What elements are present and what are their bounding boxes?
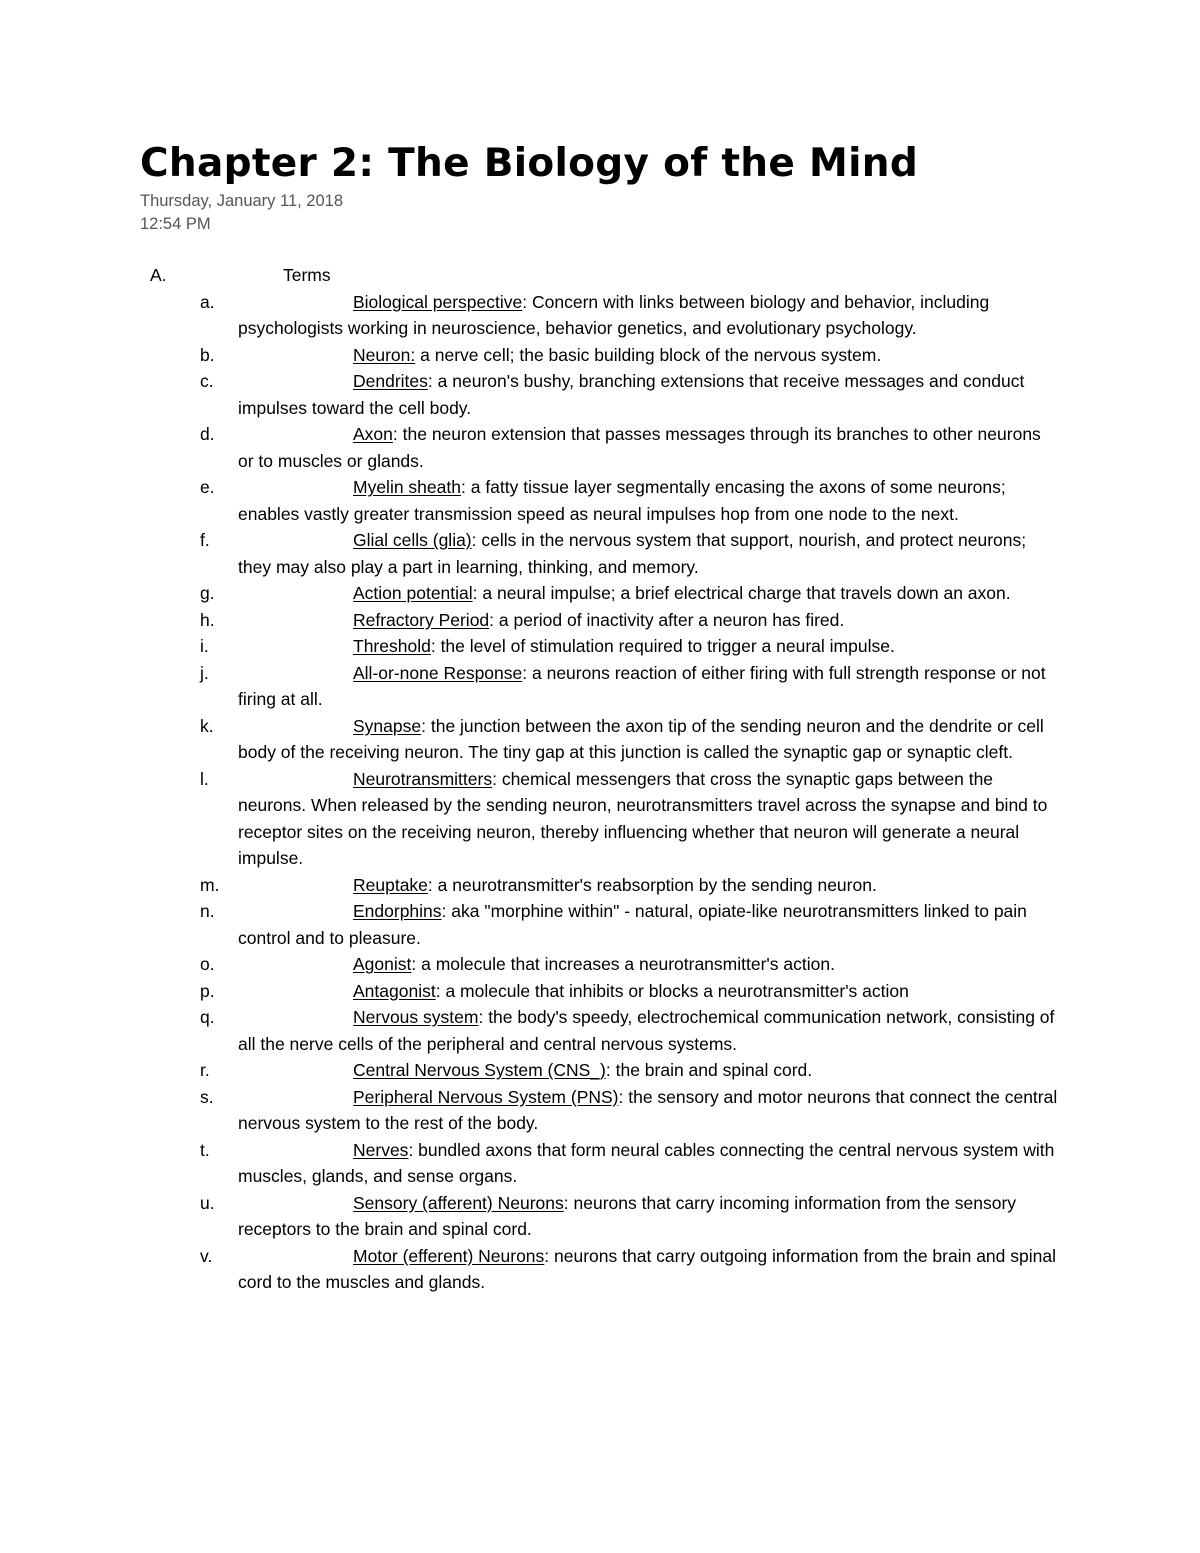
term-definition: a fatty tissue layer segmentally encasing the axons of some neurons; enables vastly greater transmission speed as neural impulses hop from one node to the next. (238, 477, 1006, 524)
list-item-letter: h. (200, 609, 215, 630)
list-item (200, 660, 1058, 713)
term-name: Nerves (353, 1139, 409, 1160)
list-item-letter: k. (200, 715, 214, 736)
list-item (200, 1190, 1058, 1243)
term-separator: : (427, 371, 438, 391)
list-item-letter: m. (200, 874, 220, 895)
term-name: Synapse (353, 715, 422, 736)
term-separator: : (544, 1245, 555, 1266)
term-definition: cells in the nervous system that support, nourish, and protect neurons; they may also play a part in learning, thinking, and memory. (238, 530, 1027, 577)
list-item (200, 1137, 1058, 1190)
list-item (200, 1243, 1058, 1296)
list-item-letter: l. (200, 768, 209, 789)
term-separator: : (522, 662, 532, 683)
page-title: Chapter 2: The Biology of the Mind (140, 141, 919, 186)
list-item-letter: g. (200, 583, 215, 603)
list-item-letter: q. (200, 1007, 215, 1027)
term-definition: a molecule that inhibits or blocks a neurotransmitter's action (445, 980, 909, 1001)
term-name: Agonist (353, 954, 412, 974)
term-separator: : (408, 1139, 419, 1160)
list-item-letter: o. (200, 954, 215, 974)
list-item-letter: u. (200, 1192, 215, 1213)
term-separator: : (392, 424, 403, 444)
term-name: Central Nervous System (CNS_) (353, 1060, 606, 1080)
list-item-letter: f. (200, 530, 210, 550)
list-item (200, 1057, 1058, 1084)
term-definition: chemical messengers that cross the synaptic gaps between the neurons. When released by the sending neuron, neurotransmitters travel across the synapse and bind to receptor sites on the receiving neuron, thereby influencing whether that neuron will generate a neural impulse. (238, 768, 1048, 868)
term-definition: a period of inactivity after a neuron has fired. (498, 609, 845, 630)
term-definition: the junction between the axon tip of the sending neuron and the dendrite or cell body of the receiving neuron. The tiny gap at this junction is called the synaptic gap or synaptic cleft. (238, 715, 1044, 762)
term-separator: : (605, 1060, 616, 1080)
term-definition: the neuron extension that passes messages through its branches to other neurons or to muscles or glands. (238, 424, 1041, 471)
note-time: 12:54 PM (140, 215, 211, 233)
term-separator: : (472, 583, 483, 603)
list-item-letter: p. (200, 980, 215, 1001)
term-definition: the brain and spinal cord. (615, 1060, 813, 1080)
list-item (200, 580, 1058, 607)
list-item-letter: t. (200, 1139, 210, 1160)
term-name: Endorphins (353, 901, 442, 921)
term-separator: : (435, 980, 446, 1001)
term-name: Neuron: (353, 344, 416, 365)
term-name: Sensory (afferent) Neurons (353, 1192, 564, 1213)
term-name: Glial cells (glia) (353, 530, 472, 550)
list-item (200, 978, 1058, 1005)
term-separator: : (471, 530, 482, 550)
term-separator: : (430, 636, 441, 656)
list-item (200, 1004, 1058, 1057)
term-name: All-or-none Response (353, 662, 523, 683)
terms-section (0, 262, 1200, 1296)
term-list (0, 289, 1200, 1296)
term-separator: : (411, 954, 422, 974)
term-separator: : (460, 477, 471, 497)
list-item (200, 607, 1058, 634)
list-item-letter: n. (200, 901, 215, 921)
term-separator: : (489, 609, 499, 630)
term-name: Axon (353, 424, 393, 444)
list-item-letter: e. (200, 477, 215, 497)
list-item (200, 368, 1058, 421)
term-name: Antagonist (353, 980, 436, 1001)
term-separator: : (563, 1192, 574, 1213)
term-definition: bundled axons that form neural cables connecting the central nervous system with muscles, glands, and sense organs. (238, 1139, 1055, 1186)
list-item-letter: r. (200, 1060, 210, 1080)
term-name: Action potential (353, 583, 473, 603)
section-label: Terms (283, 265, 331, 285)
list-item (200, 898, 1058, 951)
list-item (200, 951, 1058, 978)
term-separator: : (421, 715, 431, 736)
list-item-letter: i. (200, 636, 209, 656)
term-separator: : (522, 291, 532, 312)
term-name: Refractory Period (353, 609, 490, 630)
term-name: Neurotransmitters (353, 768, 493, 789)
term-name: Biological perspective (353, 291, 523, 312)
term-name: Peripheral Nervous System (PNS) (353, 1086, 619, 1107)
term-definition: a nerve cell; the basic building block of the nervous system. (420, 344, 882, 365)
term-name: Threshold (353, 636, 431, 656)
term-separator: : (618, 1086, 629, 1107)
list-item-letter: b. (200, 344, 215, 365)
list-item-letter: c. (200, 371, 214, 391)
term-name: Motor (efferent) Neurons (353, 1245, 545, 1266)
term-definition: Concern with links between biology and behavior, including psychologists working in neuroscience, behavior genetics, and evolutionary psychology. (238, 291, 990, 338)
term-definition: the level of stimulation required to trigger a neural impulse. (440, 636, 895, 656)
list-item (200, 342, 1058, 369)
term-name: Reuptake (353, 874, 428, 895)
list-item (200, 766, 1058, 872)
term-definition: neurons that carry incoming information from the sensory receptors to the brain and spinal cord. (238, 1192, 1017, 1239)
list-item (200, 633, 1058, 660)
section-letter: A. (150, 265, 167, 285)
list-item-letter: s. (200, 1086, 214, 1107)
list-item-letter: d. (200, 424, 215, 444)
list-item (200, 289, 1058, 342)
term-definition: a neurons reaction of either firing with full strength response or not firing at all. (238, 662, 1046, 709)
term-definition: the sensory and motor neurons that connect the central nervous system to the rest of the body. (238, 1086, 1058, 1133)
list-item (200, 421, 1058, 474)
list-item (200, 474, 1058, 527)
list-item (200, 1084, 1058, 1137)
term-definition: a neural impulse; a brief electrical charge that travels down an axon. (482, 583, 1011, 603)
note-date: Thursday, January 11, 2018 (140, 192, 344, 210)
section-heading (0, 262, 1200, 289)
list-item (200, 527, 1058, 580)
list-item-letter: a. (200, 291, 215, 312)
term-definition: a molecule that increases a neurotransmitter's action. (421, 954, 835, 974)
term-name: Nervous system (353, 1007, 479, 1027)
term-separator: : (441, 901, 452, 921)
term-definition: neurons that carry outgoing information from the brain and spinal cord to the muscles and glands. (238, 1245, 1056, 1292)
list-item-letter: j. (200, 662, 209, 683)
term-definition: aka "morphine within" - natural, opiate-like neurotransmitters linked to pain control and to pleasure. (238, 901, 1027, 948)
term-name: Dendrites (353, 371, 428, 391)
term-definition: the body's speedy, electrochemical communication network, consisting of all the nerve cells of the peripheral and central nervous systems. (238, 1007, 1055, 1054)
term-definition: a neurotransmitter's reabsorption by the sending neuron. (437, 874, 877, 895)
term-separator: : (492, 768, 502, 789)
term-separator: : (427, 874, 438, 895)
term-separator: : (478, 1007, 489, 1027)
list-item (200, 872, 1058, 899)
list-item (200, 713, 1058, 766)
list-item-letter: v. (200, 1245, 213, 1266)
term-definition: a neuron's bushy, branching extensions that receive messages and conduct impulses toward the cell body. (238, 371, 1025, 418)
term-name: Myelin sheath (353, 477, 461, 497)
